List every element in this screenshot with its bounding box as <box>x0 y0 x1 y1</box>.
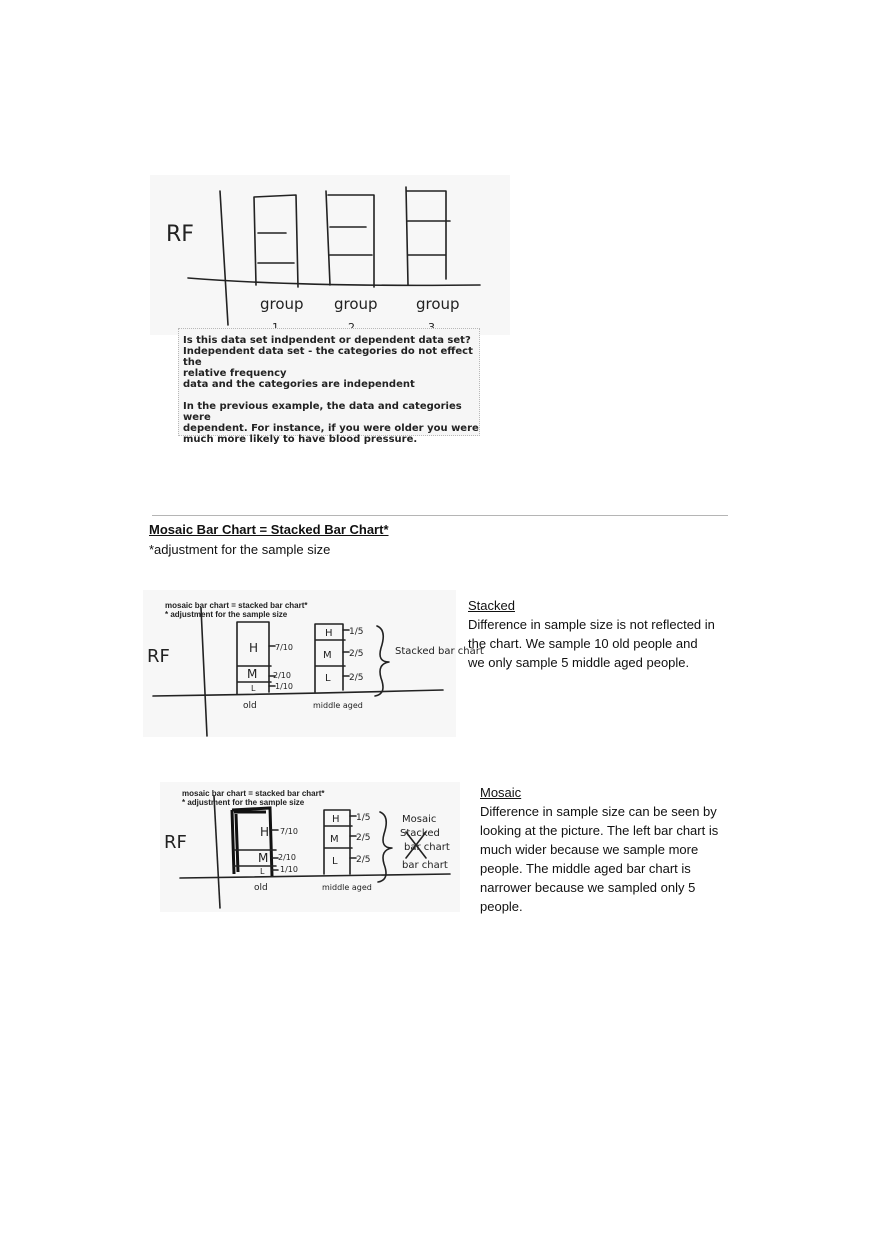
stacked-old-m-value: 2/10 <box>273 671 291 680</box>
mosaic-old-h-value: 7/10 <box>280 827 298 836</box>
mosaic-rf-label: RF <box>164 832 187 853</box>
stacked-middle-l-value: 2/5 <box>349 673 364 683</box>
stacked-bar-sketch <box>143 590 484 737</box>
stacked-line-1: Difference in sample size is not reflected in <box>468 617 715 632</box>
mosaic-line-2: looking at the picture. The left bar chart is <box>480 823 719 838</box>
stacked-rf-label: RF <box>147 646 170 667</box>
stacked-x-label-old: old <box>243 701 257 711</box>
question-line-6: dependent. For instance, if you were older you were <box>183 423 479 434</box>
question-box <box>178 328 480 445</box>
mosaic-heading: Mosaic <box>480 785 522 800</box>
stacked-middle-m: M <box>323 650 332 661</box>
mosaic-line-6: people. <box>480 899 523 914</box>
group-label-2: group <box>334 295 378 313</box>
stacked-old-m: M <box>247 667 258 681</box>
group-label-3: group <box>416 295 460 313</box>
mosaic-note-2: Stacked <box>400 828 440 839</box>
rf-axis-label: RF <box>166 222 194 247</box>
stacked-line-3: we only sample 5 middle aged people. <box>468 655 690 670</box>
mosaic-line-4: people. The middle aged bar chart is <box>480 861 691 876</box>
question-line-4: data and the categories are independent <box>183 379 415 390</box>
stacked-line-2: the chart. We sample 10 old people and <box>468 636 698 651</box>
section-divider <box>152 515 728 516</box>
stacked-heading: Stacked <box>468 598 515 613</box>
stacked-old-h-value: 7/10 <box>275 643 293 652</box>
stacked-x-label-middle: middle aged <box>313 701 363 710</box>
mosaic-old-m: M <box>258 851 269 865</box>
mosaic-line-3: much wider because we sample more <box>480 842 699 857</box>
mosaic-note-4: bar chart <box>402 860 448 871</box>
question-line-7: much more likely to have blood pressure. <box>183 434 418 445</box>
question-line-5: In the previous example, the data and categories were <box>183 401 462 423</box>
stacked-middle-l: L <box>325 673 331 684</box>
question-line-1: Is this data set indpendent or dependent data set? <box>183 335 471 346</box>
question-line-2: Independent data set - the categories do not effect the <box>183 346 473 368</box>
stacked-brace-note: Stacked bar chart <box>395 646 484 657</box>
stacked-old-l-value: 1/10 <box>275 682 293 691</box>
stacked-explanation <box>468 596 748 672</box>
mosaic-middle-h: H <box>332 814 340 825</box>
stacked-old-l: L <box>251 684 256 693</box>
mosaic-x-label-old: old <box>254 883 268 893</box>
stacked-middle-h-value: 1/5 <box>349 627 364 637</box>
mosaic-middle-h-value: 1/5 <box>356 813 371 823</box>
question-line-3: relative frequency <box>183 368 287 379</box>
mosaic-old-m-value: 2/10 <box>278 853 296 862</box>
mosaic-caption-1: mosaic bar chart = stacked bar chart* <box>182 789 325 798</box>
mosaic-x-label-middle: middle aged <box>322 883 372 892</box>
mosaic-old-l: L <box>260 867 265 876</box>
stacked-caption-2: * adjustment for the sample size <box>165 610 288 619</box>
mosaic-line-1: Difference in sample size can be seen by <box>480 804 717 819</box>
mosaic-note-1: Mosaic <box>402 814 437 825</box>
rf-group-sketch <box>150 175 510 335</box>
stacked-caption-1: mosaic bar chart = stacked bar chart* <box>165 601 308 610</box>
stacked-old-h: H <box>249 641 259 655</box>
question-text <box>183 335 479 445</box>
mosaic-old-l-value: 1/10 <box>280 865 298 874</box>
mosaic-middle-m-value: 2/5 <box>356 833 371 843</box>
section-subtitle: *adjustment for the sample size <box>149 542 331 557</box>
mosaic-note-3: bar chart <box>404 842 450 853</box>
mosaic-line-5: narrower because we sampled only 5 <box>480 880 696 895</box>
mosaic-old-h: H <box>260 825 270 839</box>
mosaic-caption-2: * adjustment for the sample size <box>182 798 305 807</box>
stacked-middle-m-value: 2/5 <box>349 649 364 659</box>
mosaic-middle-l-value: 2/5 <box>356 855 371 865</box>
mosaic-explanation <box>480 783 750 916</box>
group-label-1: group <box>260 295 304 313</box>
stacked-middle-h: H <box>325 628 333 639</box>
mosaic-middle-l: L <box>332 856 338 867</box>
mosaic-bar-sketch <box>160 782 460 912</box>
mosaic-middle-m: M <box>330 834 339 845</box>
section-title: Mosaic Bar Chart = Stacked Bar Chart* <box>149 522 389 537</box>
